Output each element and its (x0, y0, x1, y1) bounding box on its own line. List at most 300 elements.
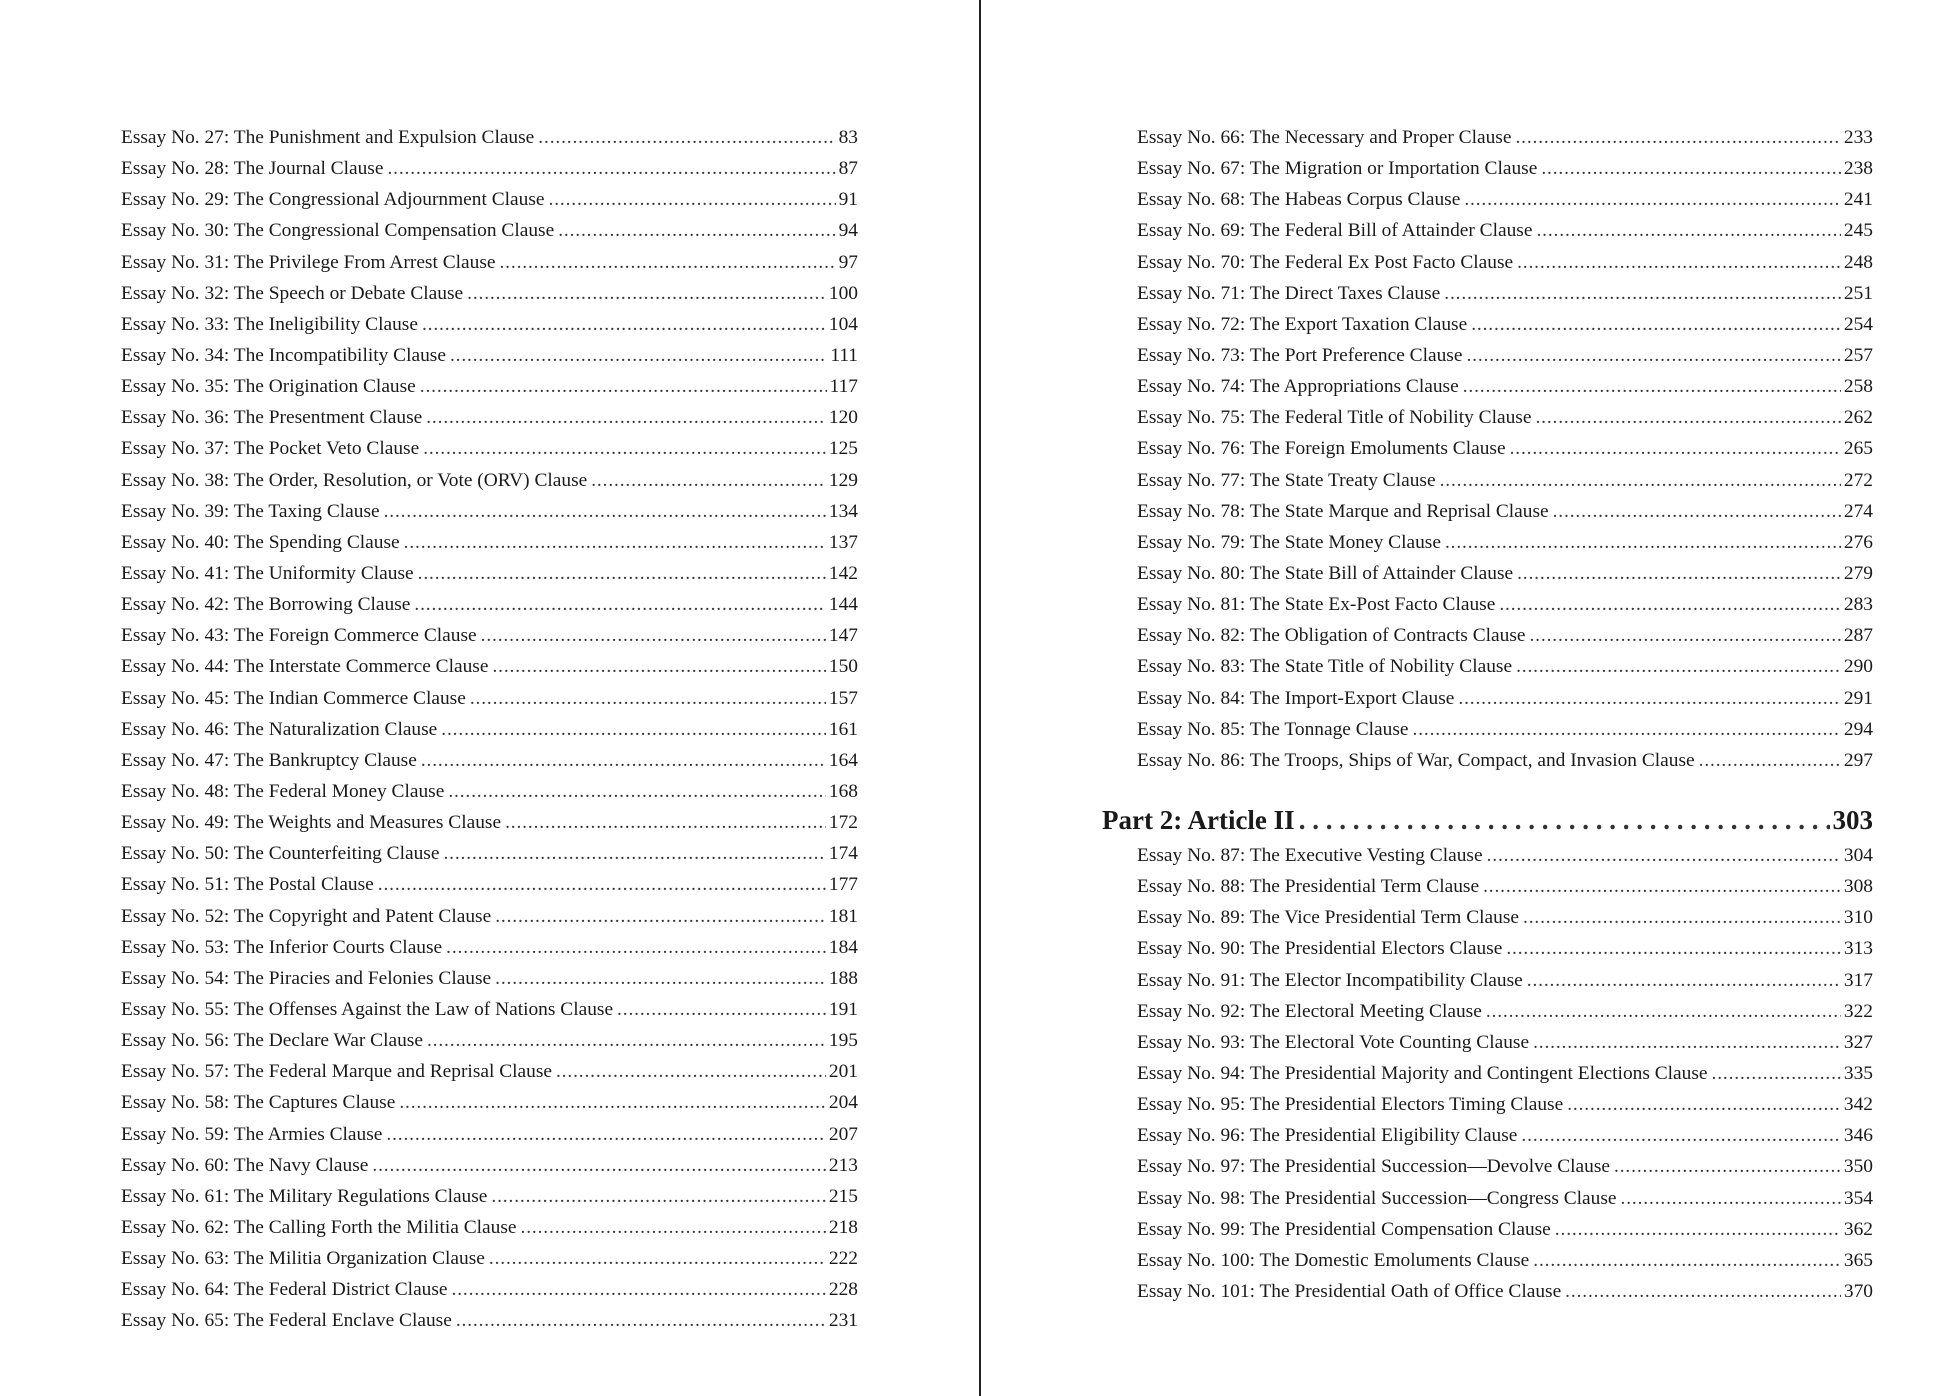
toc-entry[interactable] (1137, 527, 1873, 558)
entry-title: Essay No. 37: The Pocket Veto Clause (121, 438, 420, 460)
entry-title: Essay No. 62: The Calling Forth the Militia Clause (121, 1216, 517, 1238)
entry-title: Essay No. 67: The Migration or Importation Clause (1137, 158, 1538, 180)
toc-entry[interactable] (1137, 651, 1873, 682)
entry-page-number: 222 (828, 1248, 858, 1270)
part-title: Part 2: Article II (1102, 805, 1295, 835)
entry-page-number: 191 (828, 998, 858, 1020)
toc-entry[interactable] (1137, 1276, 1873, 1307)
toc-entry[interactable] (1137, 247, 1873, 278)
entry-title: Essay No. 53: The Inferior Courts Clause (121, 936, 443, 958)
dot-leader (1466, 340, 1840, 371)
entry-title: Essay No. 70: The Federal Ex Post Facto Clause (1137, 251, 1514, 273)
dot-leader (481, 620, 826, 651)
dot-leader (1614, 1151, 1841, 1182)
entry-title: Essay No. 55: The Offenses Against the Law of Nations Clause (121, 998, 614, 1020)
dot-leader (1516, 651, 1841, 682)
toc-entry[interactable] (1137, 1151, 1873, 1182)
toc-entry[interactable] (1137, 371, 1873, 402)
entry-title: Essay No. 79: The State Money Clause (1137, 531, 1441, 553)
entry-title: Essay No. 44: The Interstate Commerce Clause (121, 656, 489, 678)
part-heading[interactable] (1102, 800, 1873, 840)
toc-entry[interactable] (121, 496, 858, 527)
dot-leader (1463, 371, 1841, 402)
toc-entry[interactable] (1137, 745, 1873, 776)
toc-entry[interactable] (1137, 309, 1873, 340)
entry-title: Essay No. 71: The Direct Taxes Clause (1137, 282, 1441, 304)
entry-title: Essay No. 86: The Troops, Ships of War, Compact, and Invasion Clause (1137, 749, 1695, 771)
entry-page-number: 346 (1843, 1125, 1873, 1147)
toc-entry[interactable] (121, 745, 858, 776)
dot-leader (1521, 1120, 1840, 1151)
entry-title: Essay No. 73: The Port Preference Clause (1137, 344, 1463, 366)
toc-entry[interactable] (1137, 1183, 1873, 1214)
toc-entry[interactable] (1137, 871, 1873, 902)
toc-entry[interactable] (121, 589, 858, 620)
dot-leader (1533, 1027, 1841, 1058)
toc-entry[interactable] (121, 932, 858, 963)
dot-leader (1483, 871, 1841, 902)
entry-title: Essay No. 75: The Federal Title of Nobility Clause (1137, 407, 1532, 429)
toc-entry[interactable] (121, 1305, 858, 1336)
dot-leader (1555, 1214, 1841, 1245)
entry-page-number: 362 (1843, 1218, 1873, 1240)
dot-leader (404, 527, 826, 558)
entry-title: Essay No. 82: The Obligation of Contracts Clause (1137, 625, 1526, 647)
part-page-number: 303 (1832, 805, 1873, 835)
dot-leader (378, 869, 826, 900)
entry-page-number: 297 (1843, 749, 1873, 771)
toc-entry[interactable] (1137, 340, 1873, 371)
entry-title: Essay No. 59: The Armies Clause (121, 1123, 383, 1145)
entry-page-number: 290 (1843, 656, 1873, 678)
toc-entry[interactable] (121, 683, 858, 714)
dot-leader (1510, 433, 1841, 464)
entry-page-number: 168 (828, 780, 858, 802)
entry-title: Essay No. 27: The Punishment and Expulsion Clause (121, 127, 535, 148)
toc-list (1137, 840, 1873, 1307)
dot-leader (1536, 215, 1840, 246)
toc-entry[interactable] (121, 994, 858, 1025)
dot-leader (427, 1025, 826, 1056)
entry-title: Essay No. 97: The Presidential Succession—Devolve Clause (1137, 1156, 1611, 1178)
entry-page-number: 150 (828, 656, 858, 678)
entry-title: Essay No. 33: The Ineligibility Clause (121, 313, 418, 335)
toc-entry[interactable] (121, 776, 858, 807)
toc-entry[interactable] (1137, 589, 1873, 620)
dot-leader (1413, 714, 1841, 745)
entry-title: Essay No. 38: The Order, Resolution, or Vote (ORV) Clause (121, 469, 588, 491)
entry-page-number: 161 (828, 718, 858, 740)
entry-page-number: 310 (1843, 907, 1873, 929)
entry-page-number: 254 (1843, 313, 1873, 335)
dot-leader (505, 807, 826, 838)
entry-page-number: 83 (838, 127, 858, 148)
entry-page-number: 322 (1843, 1000, 1873, 1022)
dot-leader (443, 838, 825, 869)
left-page (121, 122, 858, 1336)
entry-page-number: 181 (828, 905, 858, 927)
dot-leader (1712, 1058, 1841, 1089)
entry-title: Essay No. 43: The Foreign Commerce Clause (121, 625, 477, 647)
entry-page-number: 233 (1843, 127, 1873, 148)
toc-entry[interactable] (1137, 620, 1873, 651)
entry-page-number: 157 (828, 687, 858, 709)
entry-page-number: 365 (1843, 1249, 1873, 1271)
entry-title: Essay No. 100: The Domestic Emoluments Clause (1137, 1249, 1530, 1271)
dot-leader (495, 901, 826, 932)
toc-entry[interactable] (1137, 902, 1873, 933)
entry-page-number: 94 (838, 220, 858, 242)
entry-page-number: 231 (828, 1310, 858, 1332)
toc-entry[interactable] (121, 714, 858, 745)
entry-page-number: 287 (1843, 625, 1873, 647)
entry-title: Essay No. 65: The Federal Enclave Clause (121, 1310, 452, 1332)
entry-title: Essay No. 95: The Presidential Electors Timing Clause (1137, 1094, 1564, 1116)
entry-page-number: 129 (828, 469, 858, 491)
dot-leader (372, 1150, 826, 1181)
entry-title: Essay No. 94: The Presidential Majority and Contingent Elections Clause (1137, 1062, 1708, 1084)
entry-title: Essay No. 83: The State Title of Nobility Clause (1137, 656, 1513, 678)
entry-page-number: 218 (828, 1216, 858, 1238)
toc-entry[interactable] (1137, 1120, 1873, 1151)
entry-page-number: 134 (828, 500, 858, 522)
toc-entry[interactable] (121, 371, 858, 402)
dot-leader (1553, 496, 1841, 527)
toc-entry[interactable] (121, 1212, 858, 1243)
dot-leader (441, 714, 826, 745)
dot-leader (423, 433, 826, 464)
entry-page-number: 248 (1843, 251, 1873, 273)
entry-page-number: 370 (1843, 1280, 1873, 1302)
entry-page-number: 207 (828, 1123, 858, 1145)
dot-leader (1486, 996, 1841, 1027)
dot-leader (414, 589, 826, 620)
dot-leader (1533, 1245, 1841, 1276)
toc-list (1137, 122, 1873, 776)
entry-title: Essay No. 28: The Journal Clause (121, 158, 384, 180)
entry-title: Essay No. 41: The Uniformity Clause (121, 562, 414, 584)
entry-page-number: 195 (828, 1030, 858, 1052)
dot-leader (1535, 402, 1840, 433)
toc-entry[interactable] (1137, 465, 1873, 496)
toc-entry[interactable] (1137, 996, 1873, 1027)
entry-page-number: 100 (828, 282, 858, 304)
dot-leader (1506, 933, 1841, 964)
entry-title: Essay No. 91: The Elector Incompatibility Clause (1137, 969, 1523, 991)
toc-entry[interactable] (121, 901, 858, 932)
dot-leader (1567, 1089, 1841, 1120)
toc-entry[interactable] (121, 807, 858, 838)
dot-leader (420, 371, 827, 402)
toc-entry[interactable] (1137, 1058, 1873, 1089)
entry-title: Essay No. 63: The Militia Organization Clause (121, 1248, 485, 1270)
entry-title: Essay No. 45: The Indian Commerce Clause (121, 687, 466, 709)
toc-entry[interactable] (121, 1087, 858, 1118)
entry-page-number: 313 (1843, 938, 1873, 960)
toc-entry[interactable] (121, 1119, 858, 1150)
toc-entry[interactable] (121, 1150, 858, 1181)
dot-leader (470, 683, 826, 714)
entry-title: Essay No. 81: The State Ex-Post Facto Clause (1137, 594, 1496, 616)
entry-title: Essay No. 52: The Copyright and Patent Clause (121, 905, 492, 927)
dot-leader (538, 122, 835, 153)
page-gutter-divider (979, 0, 981, 1396)
dot-leader (521, 1212, 826, 1243)
entry-page-number: 125 (828, 438, 858, 460)
entry-title: Essay No. 60: The Navy Clause (121, 1154, 369, 1176)
toc-entry[interactable] (1137, 1245, 1873, 1276)
dot-leader (1299, 800, 1830, 840)
dot-leader (1444, 278, 1841, 309)
dot-leader (1699, 745, 1841, 776)
entry-title: Essay No. 50: The Counterfeiting Clause (121, 843, 440, 865)
toc-entry[interactable] (121, 433, 858, 464)
dot-leader (558, 215, 835, 246)
entry-title: Essay No. 57: The Federal Marque and Reprisal Clause (121, 1061, 552, 1083)
entry-page-number: 174 (828, 843, 858, 865)
toc-entry[interactable] (121, 465, 858, 496)
entry-page-number: 238 (1843, 158, 1873, 180)
dot-leader (556, 1056, 826, 1087)
entry-title: Essay No. 64: The Federal District Clause (121, 1279, 448, 1301)
toc-entry[interactable] (121, 153, 858, 184)
dot-leader (1517, 247, 1841, 278)
part-section (1102, 800, 1873, 1307)
toc-entry[interactable] (121, 278, 858, 309)
dot-leader (617, 994, 826, 1025)
toc-entry[interactable] (1137, 153, 1873, 184)
entry-title: Essay No. 29: The Congressional Adjournment Clause (121, 189, 545, 211)
entry-page-number: 272 (1843, 469, 1873, 491)
toc-entry[interactable] (1137, 402, 1873, 433)
entry-page-number: 204 (828, 1092, 858, 1114)
entry-page-number: 350 (1843, 1156, 1873, 1178)
entry-page-number: 91 (838, 189, 858, 211)
toc-entry[interactable] (1137, 933, 1873, 964)
toc-entry[interactable] (121, 1025, 858, 1056)
entry-title: Essay No. 93: The Electoral Vote Counting Clause (1137, 1031, 1530, 1053)
entry-page-number: 117 (829, 376, 858, 398)
entry-title: Essay No. 78: The State Marque and Reprisal Clause (1137, 500, 1549, 522)
entry-page-number: 342 (1843, 1094, 1873, 1116)
toc-entry[interactable] (121, 184, 858, 215)
toc-entry[interactable] (121, 309, 858, 340)
entry-title: Essay No. 87: The Executive Vesting Clause (1137, 845, 1483, 866)
toc-entry[interactable] (1137, 840, 1873, 871)
dot-leader (495, 963, 826, 994)
entry-title: Essay No. 99: The Presidential Compensation Clause (1137, 1218, 1551, 1240)
dot-leader (1471, 309, 1841, 340)
toc-entry[interactable] (121, 1274, 858, 1305)
entry-title: Essay No. 32: The Speech or Debate Clause (121, 282, 464, 304)
toc-entry[interactable] (1137, 558, 1873, 589)
toc-entry[interactable] (121, 838, 858, 869)
entry-page-number: 279 (1843, 562, 1873, 584)
dot-leader (1565, 1276, 1841, 1307)
toc-entry[interactable] (121, 122, 858, 153)
entry-title: Essay No. 48: The Federal Money Clause (121, 780, 445, 802)
entry-title: Essay No. 84: The Import-Export Clause (1137, 687, 1455, 709)
entry-title: Essay No. 40: The Spending Clause (121, 531, 400, 553)
entry-page-number: 274 (1843, 500, 1873, 522)
dot-leader (467, 278, 826, 309)
entry-page-number: 188 (828, 967, 858, 989)
toc-entry[interactable] (121, 527, 858, 558)
toc-entry[interactable] (121, 869, 858, 900)
toc-entry[interactable] (121, 558, 858, 589)
entry-page-number: 276 (1843, 531, 1873, 553)
entry-title: Essay No. 31: The Privilege From Arrest Clause (121, 251, 496, 273)
dot-leader (489, 1243, 826, 1274)
entry-page-number: 317 (1843, 969, 1873, 991)
entry-page-number: 262 (1843, 407, 1873, 429)
entry-title: Essay No. 66: The Necessary and Proper Clause (1137, 127, 1512, 148)
dot-leader (1541, 153, 1841, 184)
entry-page-number: 308 (1843, 876, 1873, 898)
entry-page-number: 97 (838, 251, 858, 273)
dot-leader (446, 932, 826, 963)
entry-page-number: 283 (1843, 594, 1873, 616)
entry-page-number: 104 (828, 313, 858, 335)
entry-page-number: 251 (1843, 282, 1873, 304)
dot-leader (591, 465, 826, 496)
toc-entry[interactable] (1137, 1089, 1873, 1120)
entry-title: Essay No. 39: The Taxing Clause (121, 500, 380, 522)
entry-title: Essay No. 74: The Appropriations Clause (1137, 376, 1459, 398)
entry-title: Essay No. 77: The State Treaty Clause (1137, 469, 1436, 491)
toc-entry[interactable] (1137, 965, 1873, 996)
dot-leader (450, 340, 827, 371)
dot-leader (386, 1119, 826, 1150)
toc-entry[interactable] (1137, 215, 1873, 246)
entry-title: Essay No. 58: The Captures Clause (121, 1092, 396, 1114)
entry-title: Essay No. 42: The Borrowing Clause (121, 594, 411, 616)
dot-leader (1527, 965, 1841, 996)
entry-page-number: 228 (828, 1279, 858, 1301)
toc-entry[interactable] (121, 1056, 858, 1087)
entry-title: Essay No. 90: The Presidential Electors Clause (1137, 938, 1503, 960)
entry-title: Essay No. 46: The Naturalization Clause (121, 718, 438, 740)
dot-leader (418, 558, 826, 589)
toc-entry[interactable] (1137, 433, 1873, 464)
dot-leader (384, 496, 826, 527)
dot-leader (426, 402, 826, 433)
entry-title: Essay No. 49: The Weights and Measures Clause (121, 812, 502, 834)
dot-leader (422, 309, 826, 340)
dot-leader (492, 651, 825, 682)
entry-page-number: 144 (828, 594, 858, 616)
entry-page-number: 245 (1843, 220, 1873, 242)
entry-title: Essay No. 51: The Postal Clause (121, 874, 374, 896)
entry-page-number: 257 (1843, 344, 1873, 366)
dot-leader (452, 1274, 826, 1305)
entry-page-number: 327 (1843, 1031, 1873, 1053)
toc-entry[interactable] (1137, 122, 1873, 153)
toc-entry[interactable] (1137, 1214, 1873, 1245)
entry-title: Essay No. 80: The State Bill of Attainder Clause (1137, 562, 1514, 584)
entry-title: Essay No. 92: The Electoral Meeting Clause (1137, 1000, 1482, 1022)
dot-leader (421, 745, 826, 776)
toc-entry[interactable] (121, 402, 858, 433)
dot-leader (1499, 589, 1841, 620)
toc-entry[interactable] (121, 620, 858, 651)
dot-leader (1517, 558, 1841, 589)
toc-entry[interactable] (121, 215, 858, 246)
toc-entry[interactable] (1137, 683, 1873, 714)
dot-leader (1621, 1183, 1841, 1214)
entry-page-number: 304 (1843, 845, 1873, 866)
entry-title: Essay No. 61: The Military Regulations Clause (121, 1185, 488, 1207)
dot-leader (399, 1087, 826, 1118)
toc-list (121, 122, 858, 1336)
entry-page-number: 137 (828, 531, 858, 553)
toc-entry[interactable] (1137, 278, 1873, 309)
entry-page-number: 258 (1843, 376, 1873, 398)
entry-page-number: 354 (1843, 1187, 1873, 1209)
toc-entry[interactable] (1137, 496, 1873, 527)
dot-leader (549, 184, 836, 215)
entry-title: Essay No. 98: The Presidential Succession—Congress Clause (1137, 1187, 1617, 1209)
dot-leader (448, 776, 826, 807)
toc-entry[interactable] (1137, 184, 1873, 215)
entry-title: Essay No. 47: The Bankruptcy Clause (121, 749, 417, 771)
toc-entry[interactable] (1137, 1027, 1873, 1058)
entry-title: Essay No. 69: The Federal Bill of Attainder Clause (1137, 220, 1533, 242)
entry-title: Essay No. 76: The Foreign Emoluments Clause (1137, 438, 1506, 460)
dot-leader (1529, 620, 1840, 651)
dot-leader (499, 247, 835, 278)
entry-title: Essay No. 56: The Declare War Clause (121, 1030, 423, 1052)
dot-leader (387, 153, 835, 184)
dot-leader (1445, 527, 1841, 558)
entry-page-number: 294 (1843, 718, 1873, 740)
entry-title: Essay No. 96: The Presidential Eligibility Clause (1137, 1125, 1518, 1147)
entry-page-number: 142 (828, 562, 858, 584)
entry-title: Essay No. 89: The Vice Presidential Term Clause (1137, 907, 1519, 929)
entry-title: Essay No. 101: The Presidential Oath of Office Clause (1137, 1280, 1562, 1302)
toc-entry[interactable] (1137, 714, 1873, 745)
entry-page-number: 213 (828, 1154, 858, 1176)
toc-entry[interactable] (121, 247, 858, 278)
entry-page-number: 201 (828, 1061, 858, 1083)
entry-title: Essay No. 34: The Incompatibility Clause (121, 344, 446, 366)
toc-entry[interactable] (121, 1243, 858, 1274)
toc-entry[interactable] (121, 963, 858, 994)
entry-title: Essay No. 36: The Presentment Clause (121, 407, 423, 429)
entry-title: Essay No. 85: The Tonnage Clause (1137, 718, 1409, 740)
entry-title: Essay No. 68: The Habeas Corpus Clause (1137, 189, 1461, 211)
right-page (1137, 122, 1873, 776)
toc-entry[interactable] (121, 1181, 858, 1212)
entry-page-number: 87 (838, 158, 858, 180)
entry-title: Essay No. 54: The Piracies and Felonies Clause (121, 967, 492, 989)
entry-page-number: 335 (1843, 1062, 1873, 1084)
dot-leader (491, 1181, 826, 1212)
entry-title: Essay No. 35: The Origination Clause (121, 376, 416, 398)
entry-page-number: 241 (1843, 189, 1873, 211)
entry-page-number: 177 (828, 874, 858, 896)
entry-page-number: 172 (828, 812, 858, 834)
dot-leader (1458, 683, 1841, 714)
entry-title: Essay No. 30: The Congressional Compensation Clause (121, 220, 555, 242)
entry-page-number: 265 (1843, 438, 1873, 460)
toc-entry[interactable] (121, 651, 858, 682)
entry-page-number: 111 (830, 344, 858, 366)
entry-page-number: 184 (828, 936, 858, 958)
entry-page-number: 215 (828, 1185, 858, 1207)
dot-leader (1515, 122, 1840, 153)
toc-entry[interactable] (121, 340, 858, 371)
